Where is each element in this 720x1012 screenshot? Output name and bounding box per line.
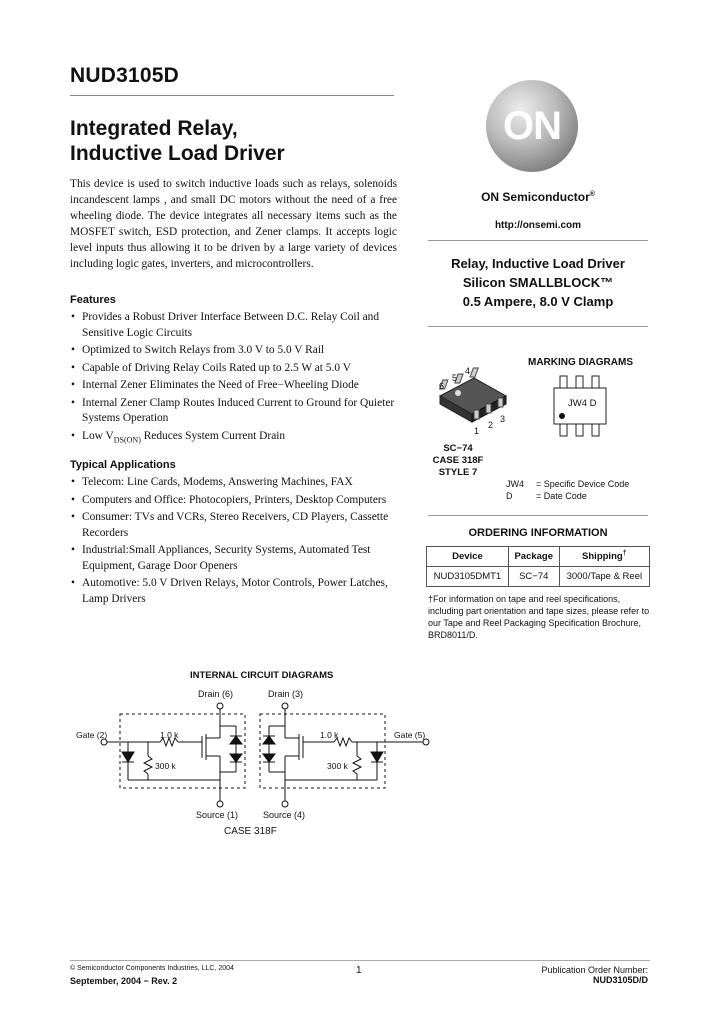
cell-package: SC−74 (508, 567, 559, 587)
source-left-label: Source (1) (196, 810, 239, 820)
pin-label: 4 (465, 366, 471, 376)
features-heading: Features (70, 294, 116, 306)
footer-rule (70, 960, 650, 961)
divider (428, 515, 648, 516)
marking-legend (506, 478, 629, 502)
ordering-footnote: †For information on tape and reel specifications, including part orientation and tape sizes, please refer to our Tape and Reel Packaging Specification Brochure, BRD8011/D. (428, 594, 650, 640)
page-title (70, 116, 285, 166)
company-name (428, 190, 648, 204)
product-line-1: Relay, Inductive Load Driver (451, 256, 625, 271)
gate-left-label: Gate (2) (76, 730, 108, 740)
date-revision: September, 2004 − Rev. 2 (70, 976, 178, 986)
feature-item: • Capable of Driving Relay Coils Rated up to 2.5 W at 5.0 V (70, 361, 400, 377)
application-item: • Computers and Office: Photocopiers, Printers, Desktop Computers (70, 493, 400, 509)
pub-label: Publication Order Number: (541, 965, 648, 975)
cell-shipping: 3000/Tape & Reel (559, 567, 649, 587)
title-line-2: Inductive Load Driver (70, 142, 285, 165)
sc74-package-drawing (428, 366, 518, 438)
pin-label: 6 (439, 381, 445, 391)
low-vds-prefix: Low V (82, 429, 114, 442)
feature-item-low-vds (70, 429, 400, 448)
legend-row (506, 490, 629, 502)
pin-label: 1 (474, 426, 480, 436)
circuit-case-label: CASE 318F (224, 826, 277, 837)
application-item: • Consumer: TVs and VCRs, Stereo Receivers, CD Players, Cassette Recorders (70, 510, 400, 541)
divider (428, 240, 648, 241)
col-device: Device (427, 547, 509, 567)
company-label: ON Semiconductor (481, 190, 590, 204)
internal-circuit-diagram (90, 686, 440, 826)
product-line-3: 0.5 Ampere, 8.0 V Clamp (462, 294, 614, 309)
resistor-1k-left-label: 1.0 k (160, 730, 179, 740)
resistor-300k-left-label: 300 k (155, 761, 176, 771)
cell-device: NUD3105DMT1 (427, 567, 509, 587)
pin-label: 3 (500, 414, 506, 424)
col-shipping (559, 547, 649, 567)
page-number: 1 (356, 965, 362, 976)
company-url[interactable]: http://onsemi.com (494, 220, 582, 231)
product-description (428, 254, 648, 311)
dagger: † (622, 550, 627, 558)
package-info (428, 443, 488, 479)
legend-desc: = Date Code (536, 491, 587, 501)
title-line-1: Integrated Relay, (70, 117, 238, 140)
col-package: Package (508, 547, 559, 567)
product-line-2: Silicon SMALLBLOCK™ (462, 275, 614, 290)
part-number: NUD3105D (70, 64, 179, 87)
divider (428, 326, 648, 327)
resistor-300k-right-label: 300 k (327, 761, 348, 771)
chip-marking-code: JW4 D (568, 398, 597, 409)
feature-item: • Internal Zener Clamp Routes Induced Current to Ground for Quieter Systems Operation (70, 396, 400, 427)
pin-label: 2 (488, 420, 494, 430)
pub-number: NUD3105D/D (592, 975, 648, 985)
drain-left-label: Drain (6) (198, 689, 234, 699)
package-name: SC−74 (443, 443, 473, 454)
application-item: • Industrial:Small Appliances, Security Systems, Automated Test Equipment, Garage Door Openers (70, 543, 400, 574)
legend-code: JW4 (506, 479, 524, 489)
feature-item: • Optimized to Switch Relays from 3.0 V to 5.0 V Rail (70, 343, 400, 359)
publication-order (528, 965, 648, 985)
marking-diagrams-title: MARKING DIAGRAMS (528, 357, 633, 368)
header-rule (70, 95, 394, 96)
package-style: STYLE 7 (438, 467, 478, 478)
ordering-table (426, 546, 650, 587)
ordering-title: ORDERING INFORMATION (468, 527, 608, 539)
feature-item: • Provides a Robust Driver Interface Between D.C. Relay Coil and Sensitive Logic Circuits (70, 310, 400, 341)
gate-right-label: Gate (5) (394, 730, 426, 740)
on-semiconductor-logo (486, 80, 578, 172)
resistor-1k-right-label: 1.0 k (320, 730, 339, 740)
low-vds-suffix: Reduces System Current Drain (140, 429, 286, 442)
registered-mark: ® (589, 191, 595, 198)
legend-code: D (506, 491, 513, 501)
applications-list (70, 475, 400, 609)
legend-row (506, 478, 629, 490)
source-right-label: Source (4) (263, 810, 306, 820)
circuit-title: INTERNAL CIRCUIT DIAGRAMS (190, 670, 334, 681)
drain-right-label: Drain (3) (268, 689, 304, 699)
pin-label: 5 (452, 373, 458, 383)
table-row (427, 567, 650, 587)
feature-item: • Internal Zener Eliminates the Need of Free−Wheeling Diode (70, 378, 400, 394)
applications-heading: Typical Applications (70, 459, 176, 471)
application-item: • Automotive: 5.0 V Driven Relays, Motor Controls, Power Latches, Lamp Drivers (70, 576, 400, 607)
package-case: CASE 318F (432, 455, 484, 466)
logo-text: ON (503, 104, 561, 148)
intro-paragraph: This device is used to switch inductive loads such as relays, solenoids incandescent lamps , and small DC motors without the need of a free wheeling diode. The device integrates all necessary items such as the MOSFET switch, ESD protection, and Zener clamps. It accepts logic level inputs thus allowing it to be driven by a large variety of devices including logic gates, inverters, and microcontrollers. (70, 178, 397, 270)
legend-desc: = Specific Device Code (536, 479, 630, 489)
shipping-label: Shipping (582, 551, 623, 563)
copyright: © Semiconductor Components Industries, LLC, 2004 (70, 965, 234, 972)
features-list (70, 310, 400, 449)
vds-subscript: DS(ON) (113, 434, 141, 444)
application-item: • Telecom: Line Cards, Modems, Answering Machines, FAX (70, 475, 400, 491)
ordering-header-row (427, 547, 650, 567)
